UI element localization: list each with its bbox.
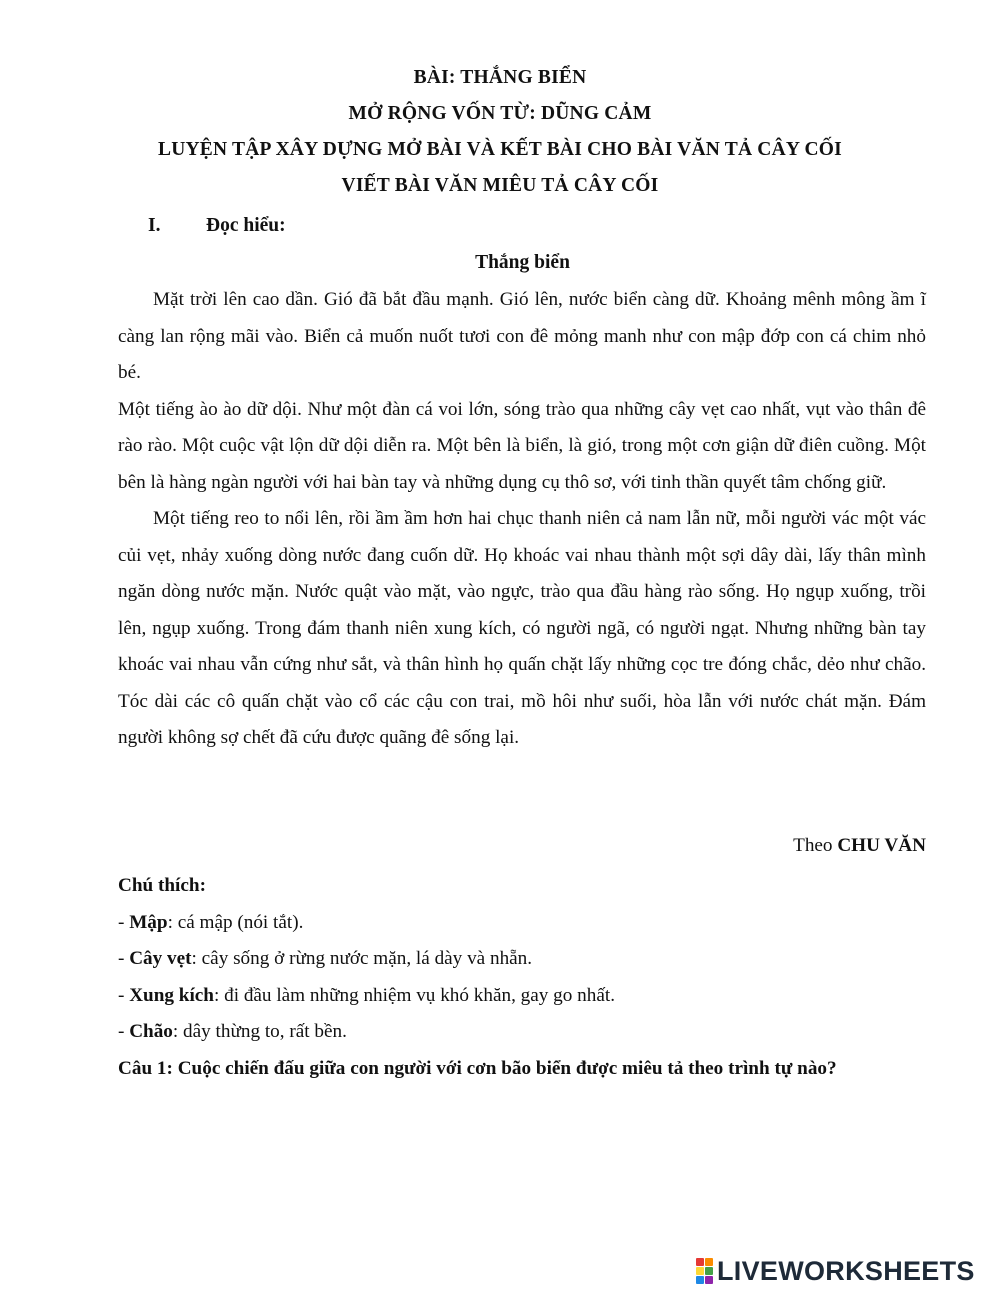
author-prefix: Theo [793, 835, 833, 856]
story-paragraph: Một tiếng ào ào dữ dội. Như một đàn cá voi lớn, sóng trào qua những cây vẹt cao nhất, vụt vào thân đê rào rào. Một cuộc vật lộn dữ dội diễn ra. Một bên là biển, là gió, trong một cơn giận dữ điên cuồng. Một bên là hàng ngàn người với hai bàn tay và những dụng cụ thô sơ, với tinh thần quyết tâm chống giữ. [118, 398, 926, 493]
logo-color-block [705, 1276, 713, 1284]
author-name: CHU VĂN [837, 835, 926, 856]
logo-color-block [705, 1258, 713, 1266]
lesson-title: BÀI: THẮNG BIỂN [413, 67, 587, 88]
note-item [118, 978, 948, 1015]
note-term: Xung kích [129, 984, 214, 1006]
note-definition: : đi đầu làm những nhiệm vụ khó khăn, gay go nhất. [213, 984, 615, 1006]
logo-color-block [696, 1276, 704, 1284]
lesson-writing-heading: VIẾT BÀI VĂN MIÊU TẢ CÂY CỐI [341, 175, 659, 196]
story-paragraph: Mặt trời lên cao dần. Gió đã bắt đầu mạnh. Gió lên, nước biển càng dữ. Khoảng mênh mông ầm ĩ càng lan rộng mãi vào. Biển cả muốn nuốt tươi con đê mỏng manh như con mập đớp con cá chim nhỏ bé. [118, 289, 926, 383]
note-dash: - [118, 1021, 130, 1042]
note-dash: - [118, 911, 130, 933]
liveworksheets-logo [696, 1256, 975, 1286]
lesson-headings [0, 62, 1000, 206]
note-item [118, 905, 948, 942]
note-item [118, 1014, 948, 1051]
lesson-vocabulary-heading: MỞ RỘNG VỐN TỪ: DŨNG CẢM [348, 103, 652, 124]
author-credit [793, 830, 926, 862]
note-term: Chão [129, 1021, 173, 1042]
notes-title: Chú thích: [118, 875, 206, 896]
note-dash: - [118, 984, 130, 1006]
note-definition: : dây thừng to, rất bền. [172, 1021, 347, 1042]
section-numeral: I. [148, 215, 161, 236]
logo-color-block [705, 1267, 713, 1275]
logo-color-block [696, 1267, 704, 1275]
liveworksheets-logo-icon [696, 1258, 713, 1284]
note-item [118, 941, 948, 978]
story-paragraph: Một tiếng reo to nổi lên, rồi ầm ầm hơn hai chục thanh niên cả nam lẫn nữ, mỗi người vác một vác củi vẹt, nhảy xuống dòng nước đang cuốn dữ. Họ khoác vai nhau thành một sợi dây dài, lấy thân mình ngăn dòng nước mặn. Nước quật vào mặt, vào ngực, trào qua đầu hàng rào sống. Họ ngụp xuống, trồi lên, ngụp xuống. Trong đám thanh niên xung kích, có người ngã, có người ngạt. Nhưng những bàn tay khoác vai nhau vẫn cứng như sắt, và thân hình họ quấn chặt lấy những cọc tre đóng chắc, dẻo như chão. Tóc dài các cô quấn chặt vào cổ các cậu con trai, mồ hôi như suối, hòa lẫn với nước chát mặn. Đám người không sợ chết đã cứu được quãng đê sống lại. [118, 508, 926, 748]
logo-color-block [696, 1258, 704, 1266]
lesson-practice-heading: LUYỆN TẬP XÂY DỰNG MỞ BÀI VÀ KẾT BÀI CHO BÀI VĂN TẢ CÂY CỐI [158, 139, 842, 160]
section-heading [148, 212, 286, 240]
section-title: Đọc hiểu: [206, 215, 286, 236]
story-body [118, 282, 926, 757]
note-dash: - [118, 948, 130, 969]
liveworksheets-logo-text: LIVEWORKSHEETS [717, 1255, 975, 1286]
question-1: Câu 1: Cuộc chiến đấu giữa con người với cơn bão biển được miêu tả theo trình tự nào? [118, 1057, 837, 1079]
note-definition: : cây sống ở rừng nước mặn, lá dày và nhẵn. [191, 948, 533, 969]
note-term: Mập [129, 911, 168, 933]
note-term: Cây vẹt [129, 948, 192, 969]
story-title: Thắng biển [475, 252, 570, 273]
note-definition: : cá mập (nói tắt). [167, 911, 304, 933]
notes-section [118, 868, 948, 1087]
